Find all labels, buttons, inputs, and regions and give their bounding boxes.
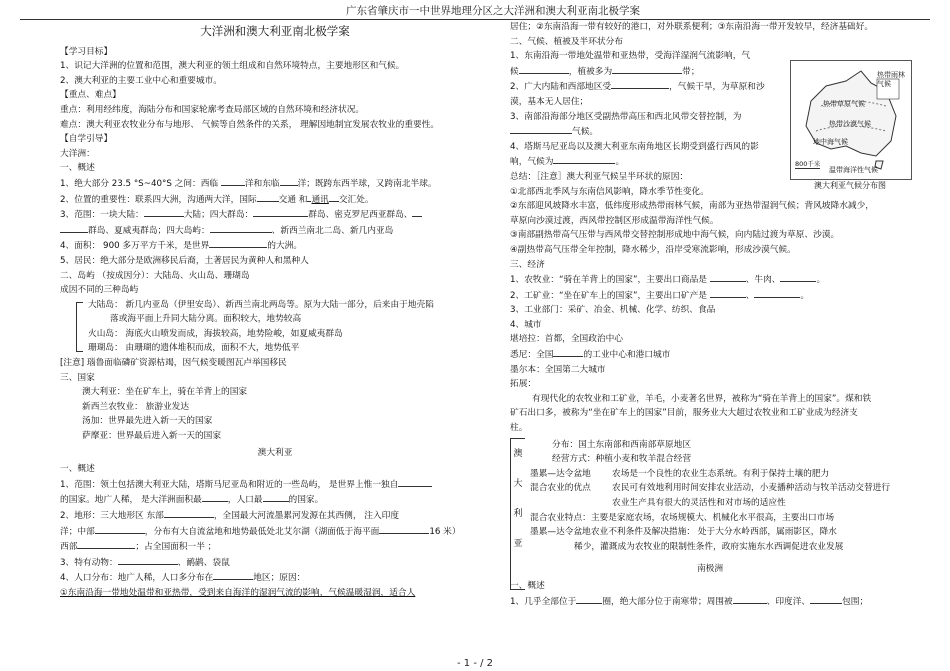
economy-cities: 4、城市 — [510, 319, 542, 330]
summary-2-cont: 草原向沙漠过渡，西风带控制区形成温带海洋性气候。 — [510, 215, 719, 226]
summary-head: 总结：［注意］澳大利亚气候呈半环状的原因： — [510, 171, 689, 182]
mf-advantage-2: 混合农业的优点 农民可有效地利用时间安排农业活动，小麦播种活动与牧羊活动交替进行 — [530, 483, 890, 494]
vertical-label: 澳 大 利 亚 — [510, 438, 525, 590]
extension-head: 拓展： — [510, 379, 537, 390]
climate-map — [790, 60, 912, 180]
summary-4: ④副热带高气压带全年控制，降水稀少，沿岸受寒流影响，形成沙漠气候。 — [510, 244, 796, 255]
map-label-savanna: 热带草原气候 — [823, 100, 865, 108]
map-label-mediterranean: 地中海气候 — [813, 138, 848, 146]
key-heading: 【重点、难点】 — [60, 90, 121, 101]
aus-animals: 3、特有动物： 、鸸鹋、袋鼠 — [60, 555, 490, 571]
summary-3: ③南部副热带高气压带与西风带交替控制形成地中海气候，向内陆过渡为草原、沙漠。 — [510, 230, 840, 241]
key-point: 重点：利用经纬度，海陆分布和国家轮廓考查局部区域的自然环境和经济状况。 — [60, 104, 365, 115]
continental-island: 大陆岛： 新几内亚岛（伊里安岛）、新西兰南北两岛等。原为大陆一部分，后来由于地壳陷 — [88, 299, 434, 310]
aus-terrain: 2、地形：三大地形区 东部 ，全国最大河流墨累河发源在其西侧， 注入印度 — [60, 508, 490, 524]
map-caption: 澳大利亚气候分布图 — [814, 181, 886, 190]
page-header — [0, 0, 950, 20]
antarctica-overview: 一、概述 — [510, 580, 545, 591]
country-samoa: 萨摩亚：世界最后进入新一天的国家 — [82, 431, 221, 442]
mf-distribution: 分布：国土东南部和西南部草原地区 — [552, 439, 691, 450]
volcanic-island: 火山岛： 海底火山喷发而成，海拔较高，地势险峻，如夏威夷群岛 — [88, 328, 343, 339]
country-newzealand: 新西兰农牧业： 旅游业发达 — [82, 401, 190, 412]
header-text: 广东省肇庆市一中世界地理分区之大洋洲和澳大利亚南北极学案 — [346, 5, 640, 17]
antarctica-title: 南极洲 — [696, 564, 724, 575]
left-column — [60, 20, 490, 601]
coral-island: 珊瑚岛： 由珊瑚的遗体堆积而成，面积不大，地势低平 — [88, 343, 300, 354]
city-melbourne: 墨尔本：全国第二大城市 — [510, 364, 606, 375]
reason-cont: 居住；②东南沿海一带有较好的港口，对外联系便利；③东南沿海一带开发较早，经济基础好。 — [510, 22, 874, 32]
map-scale: 800千米 — [795, 160, 821, 168]
aus-terrain-cont: 洋；中部 ，分布有大自流盆地和地势最低处北艾尔湖（湖面低于海平面 16 米） — [60, 524, 490, 540]
economy-agri: 1、农牧业：“骑在羊背上的国家”，主要出口商品是 、牛肉、 。 — [510, 272, 910, 288]
goals-heading: 【学习目标】 — [60, 46, 113, 57]
mixed-farming-box — [510, 438, 910, 555]
climate-3-cont: 气候。 — [510, 124, 910, 140]
extension-1: 有现代化的农牧业和工矿业，羊毛，小麦著名世界，被称为“骑在羊背上的国家”。煤和铁 — [532, 393, 872, 404]
note: [注意] 瑙鲁面临磷矿资源枯竭，因气候变暖图瓦卢举国移民 — [60, 358, 287, 369]
section-islands: 二、岛屿 （按成因分）：大陆岛、火山岛、珊瑚岛 — [60, 270, 250, 281]
climate-1: 1、东南沿海一带地处温带和亚热带，受海洋湿润气流影响，气 — [510, 51, 751, 62]
extension-3: 柱。 — [510, 423, 528, 434]
summary-2: ②东部迎风坡降水丰富，低纬度形成热带雨林气候，南部为亚热带湿润气候；背风坡降水减少， — [510, 201, 874, 212]
summary-1: ①北部西北季风与东南信风影响，降水季节性变化。 — [510, 186, 709, 197]
doc-title: 大洋洲和澳大利亚南北极学案 — [200, 24, 350, 38]
difficult-point: 难点：澳大利亚农牧业分布与地形、 气候等自然条件的关系， 理解因地制宜发展农牧业的重要性。 — [60, 119, 440, 130]
map-label-oceanic: 温带海洋性气候 — [829, 166, 878, 174]
climate-4-cont: 响，气候为 。 — [510, 154, 910, 170]
aus-range: 1、范围：领土包括澳大利亚大陆，塔斯马尼亚岛和附近的一些岛屿， 是世界上惟一独自 — [60, 477, 490, 493]
climate-4: 4、塔斯马尼亚岛以及澳大利亚东南角地区长期受到盛行西风的影 — [510, 141, 759, 152]
mf-constraints: 墨累—达令盆地农业不利条件及解决措施： 处于大分水岭西部，属雨影区，降水 — [530, 527, 837, 538]
mf-advantage-3: 农业生产具有很大的灵活性和对市场的适应性 — [612, 498, 786, 508]
city-canberra: 堪培拉：首都，全国政治中心 — [510, 334, 623, 345]
mf-method: 经营方式：种植小麦和牧羊混合经营 — [552, 454, 691, 465]
city-sydney: 悉尼：全国 的工业中心和港口城市 — [510, 347, 910, 363]
item-area: 4、面积： 900 多万平方千米，是世界 的大洲。 — [60, 238, 490, 254]
mf-features: 混合农业特点：主要是家庭农场，农场规模大、机械化水平很高，主要出口市场 — [530, 512, 835, 523]
goal-2: 2、澳大利亚的主要工业中心和重要城市。 — [60, 75, 222, 86]
brace — [76, 302, 83, 352]
climate-2: 2、广大内陆和西部地区受 ，气候干旱，为草原和沙 — [510, 79, 910, 95]
section-economy: 三、经济 — [510, 259, 545, 270]
antarctica-1: 1、几乎全部位于 圈，绝大部分位于南寒带；周围被 、印度洋、 包围； — [510, 594, 910, 610]
country-australia: 澳大利亚：坐在矿车上，骑在羊背上的国家 — [82, 387, 248, 398]
australia-title: 澳大利亚 — [257, 447, 293, 458]
mf-advantage-1: 墨累—达令盆地 农场是一个良性的农业生态系统。有利于保持土壤的肥力 — [530, 468, 830, 479]
guide-heading: 【自学引导】 — [60, 134, 113, 145]
continental-island-cont: 落或海平面上升同大陆分离。面积较大，地势较高 — [110, 314, 302, 325]
extension-2: 矿石出口多，被称为“坐在矿车上的国家”目前，服务业大大超过农牧业和工矿业成为经济支 — [510, 408, 858, 419]
item-importance: 2、位置的重要性：联系四大洲，沟通两大洋，国际 交通 和 通讯 交汇处。 — [60, 192, 490, 208]
islands-group — [60, 298, 490, 356]
islands-subhead: 成因不同的三种岛屿 — [60, 285, 139, 296]
section-overview: 一、概述 — [60, 163, 95, 174]
economy-mining: 2、工矿业：“坐在矿车上的国家”，主要出口矿产是 、 。 — [510, 288, 910, 304]
item-residents: 5、居民：绝大部分是欧洲移民后裔，土著居民为黄种人和黑种人 — [60, 255, 309, 266]
oceania-label: 大洋洲： — [60, 148, 95, 159]
aus-range-cont: 的国家。地广人稀， 是大洋洲面积最 ，人口最 的国家。 — [60, 492, 490, 508]
goal-1: 1、识记大洋洲的位置和范围，澳大利亚的领土组成和自然环境特点，主要地形区和气候。 — [60, 61, 405, 72]
item-location: 1、绝大部分 23.5 °S~40°S 之间：西临 洋和东临 洋；既跨东西半球，又跨南北半球。 — [60, 176, 490, 192]
climate-2-cont: 漠，基本无人居住； — [510, 96, 589, 107]
map-label-desert: 热带沙漠气候 — [829, 120, 871, 128]
aus-population-reason: ①东南沿海一带地处温带和亚热带，受到来自海洋的湿润气流的影响，气候温暖湿润，适合人 — [60, 587, 416, 598]
section-climate: 二、气候、植被及半环状分布 — [510, 36, 623, 47]
economy-industry: 3、工业部门：采矿、冶金、机械、化学、纺织、食品 — [510, 305, 716, 316]
item-range-cont: 群岛、夏威夷群岛；四大岛屿： 、新西兰南北二岛、新几内亚岛 — [60, 223, 490, 239]
item-range: 3、范围：一块大陆： 大陆；四大群岛： 群岛、密克罗尼西亚群岛、 — [60, 207, 490, 223]
section-countries: 三、国家 — [60, 372, 95, 383]
map-label-rainforest: 热带雨林气候 — [877, 71, 905, 88]
aus-overview: 一、概述 — [60, 464, 95, 475]
country-tonga: 汤加：世界最先进入新一天的国家 — [82, 416, 213, 427]
mf-constraints-cont: 稀少，灌溉成为农牧业的限制性条件，政府实施东水西调促进农业发展 — [574, 541, 844, 552]
aus-population: 4、人口分布：地广人稀，人口多分布在 地区；原因： — [60, 570, 490, 586]
page-number: - 1 - / 2 — [456, 658, 494, 669]
climate-3: 3、南部沿海部分地区受副热带高压和西北风带交替控制，为 — [510, 111, 742, 122]
climate-1-cont: 候 ，植被多为 带； — [510, 64, 910, 80]
aus-terrain-west: 西部 ；占全国面积一半 ； — [60, 539, 490, 555]
